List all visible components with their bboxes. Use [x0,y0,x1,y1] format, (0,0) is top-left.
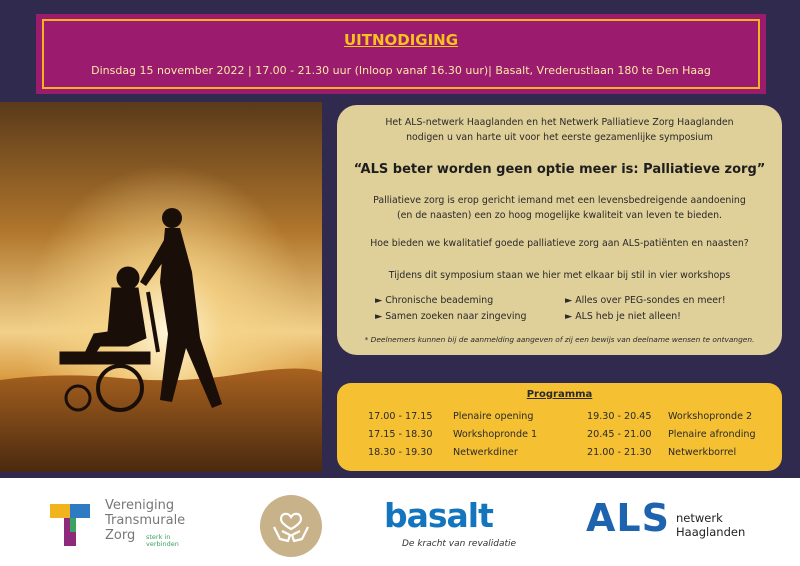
vtz-tag-line: sterk in [146,533,171,541]
program-item: Netwerkdiner [453,447,518,458]
program-panel [337,383,782,471]
palliative-care-hands-heart-icon [260,495,322,557]
program-item: Workshopronde 2 [668,411,753,422]
intro-line-1: Het ALS-netwerk Haaglanden en het Netwerk Palliatieve Zorg Haaglanden [385,117,734,128]
program-time: 20.45 - 21.00 [587,429,652,440]
symposium-title: “ALS beter worden geen optie meer is: Palliatieve zorg” [353,162,766,177]
als-network-text [676,511,745,539]
als-logo: ALS [586,496,670,540]
program-time: 17.15 - 18.30 [368,429,433,440]
banner-title: UITNODIGING [343,31,459,49]
description-line-1: Palliatieve zorg is erop gericht iemand met een levensbedreigende aandoening [373,195,746,206]
program-title: Programma [526,389,593,400]
vtz-tag-line: verbinden [146,540,179,548]
logo-footer [0,478,800,566]
program-time: 18.30 - 19.30 [368,447,433,458]
invitation-banner [36,14,766,94]
question-text: Hoe bieden we kwalitatief goede palliatieve zorg aan ALS-patiënten en naasten? [370,238,749,249]
workshop-item: ► ALS heb je niet alleen! [565,311,681,322]
program-time: 21.00 - 21.30 [587,447,652,458]
basalt-tagline: De kracht van revalidatie [402,539,517,549]
workshops-intro: Tijdens dit symposium staan we hier met elkaar bij stil in vier workshops [388,270,731,281]
vtz-line: Vereniging [105,498,175,513]
intro-line-2: nodigen u van harte uit voor het eerste gezamenlijke symposium [406,132,713,143]
workshop-item: ► Chronische beademing [375,295,494,306]
vtz-line: Zorg [105,528,136,543]
program-time: 19.30 - 20.45 [587,411,652,422]
vtz-line: Transmurale [105,513,186,528]
invitation-intro [337,115,782,145]
program-item: Plenaire opening [453,411,534,422]
program-time: 17.00 - 17.15 [368,411,433,422]
invitation-info-panel [337,105,782,355]
program-item: Workshopronde 1 [453,429,538,440]
description-line-2: (en de naasten) een zo hoog mogelijke kwaliteit van leven te bieden. [396,210,723,221]
vtz-logo-icon [48,502,96,550]
vtz-tagline [146,534,179,548]
als-network-line: Haaglanden [676,525,746,539]
basalt-logo: basalt [384,496,493,535]
banner-subtitle: Dinsdag 15 november 2022 | 17.00 - 21.30 uur (Inloop vanaf 16.30 uur)| Basalt, Vrederustlaan 180 te Den Haag [91,64,711,77]
program-item: Netwerkborrel [668,447,737,458]
workshop-item: ► Alles over PEG-sondes en meer! [565,295,726,306]
sunset-wheelchair-photo [0,102,322,472]
banner-frame [42,19,760,89]
palliative-care-description [337,193,782,223]
program-item: Plenaire afronding [668,429,756,440]
attendance-note: * Deelnemers kunnen bij de aanmelding aangeven of zij een bewijs van deelname wensen te ontvangen. [364,335,755,344]
als-network-line: netwerk [676,511,723,525]
workshop-item: ► Samen zoeken naar zingeving [375,311,527,322]
